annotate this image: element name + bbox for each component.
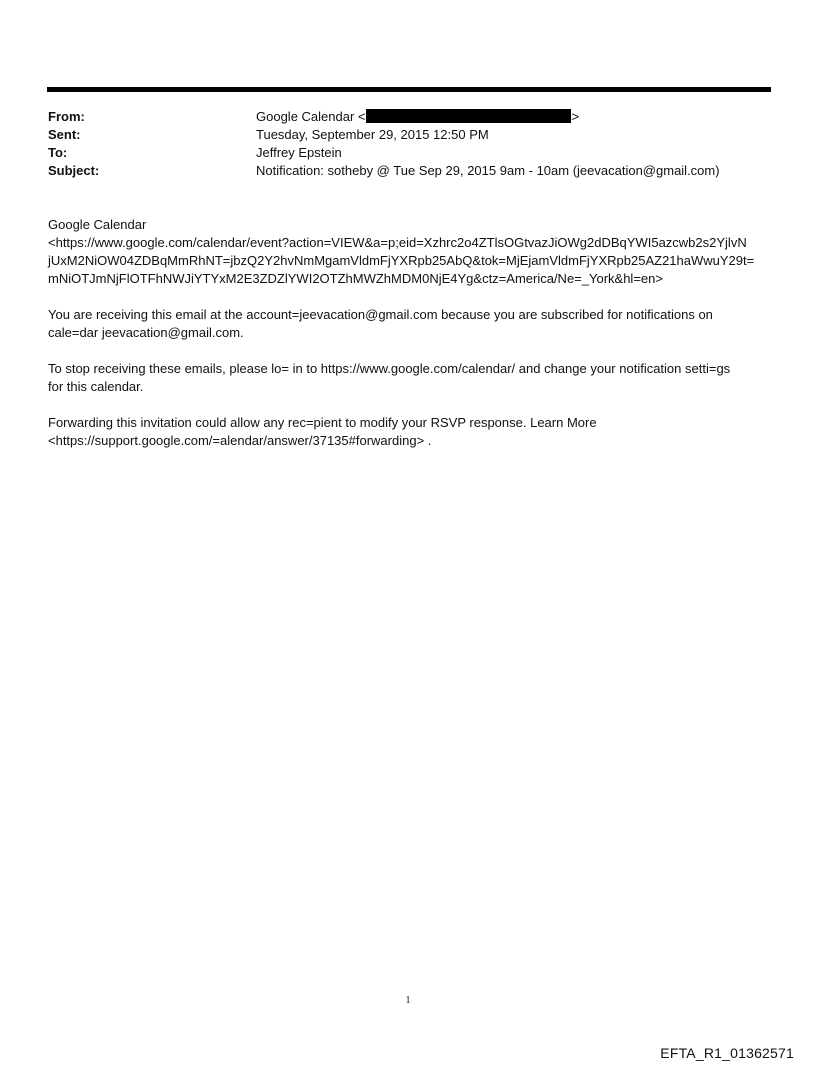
from-row bbox=[48, 108, 772, 126]
unsubscribe-paragraph bbox=[48, 360, 772, 396]
subject-row bbox=[48, 162, 772, 180]
calendar-link-paragraph bbox=[48, 216, 772, 288]
forwarding-paragraph bbox=[48, 414, 772, 450]
body-line: cale=dar jeevacation@gmail.com. bbox=[48, 325, 244, 340]
body-line: Forwarding this invitation could allow any rec=pient to modify your RSVP response. Learn More bbox=[48, 415, 597, 430]
subject-value: Notification: sotheby @ Tue Sep 29, 2015 9am - 10am (jeevacation@gmail.com) bbox=[256, 163, 720, 178]
sent-value: Tuesday, September 29, 2015 12:50 PM bbox=[256, 127, 489, 142]
account-notice-paragraph bbox=[48, 306, 772, 342]
body-line: You are receiving this email at the account=jeevacation@gmail.com because you are subscribed for notifications on bbox=[48, 307, 713, 322]
event-link-line[interactable]: mNiOTJmNjFlOTFhNWJiYTYxM2E3ZDZlYWI2OTZhMWZhMDM0NjE4Yg&ctz=America/Ne=_York&hl=en> bbox=[48, 271, 663, 286]
event-link-line[interactable]: jUxM2NiOW04ZDBqMmRhNT=jbzQ2Y2hvNmMgamVldmFjYXRpb25AbQ&tok=MjEjamVldmFjYXRpb25AZ21haWwuY29t= bbox=[48, 253, 755, 268]
body-line: To stop receiving these emails, please lo= in to https://www.google.com/calendar/ and change your notification setti=gs bbox=[48, 361, 731, 376]
from-name: Google Calendar < bbox=[256, 109, 366, 124]
to-label: To: bbox=[48, 145, 68, 160]
email-body bbox=[48, 216, 772, 468]
redaction-block bbox=[366, 109, 571, 123]
subject-label: Subject: bbox=[48, 163, 100, 178]
to-value: Jeffrey Epstein bbox=[256, 145, 342, 160]
sent-label: Sent: bbox=[48, 127, 81, 142]
sent-row bbox=[48, 126, 772, 144]
from-close-bracket: > bbox=[571, 109, 580, 124]
email-header bbox=[48, 108, 772, 180]
page-number: 1 bbox=[405, 995, 411, 1006]
body-line: Google Calendar bbox=[48, 217, 147, 232]
event-link-line[interactable]: <https://www.google.com/calendar/event?action=VIEW&a=p;eid=Xzhrc2o4ZTlsOGtvazJiOWg2dDBqYWI5azcwb2s2YjlvN bbox=[48, 235, 747, 250]
header-rule bbox=[47, 87, 771, 92]
body-line: for this calendar. bbox=[48, 379, 144, 394]
from-value bbox=[256, 108, 772, 126]
from-label: From: bbox=[48, 109, 85, 124]
bates-number: EFTA_R1_01362571 bbox=[660, 1045, 794, 1061]
to-row bbox=[48, 144, 772, 162]
learn-more-link-line[interactable]: <https://support.google.com/=alendar/answer/37135#forwarding> . bbox=[48, 433, 432, 448]
